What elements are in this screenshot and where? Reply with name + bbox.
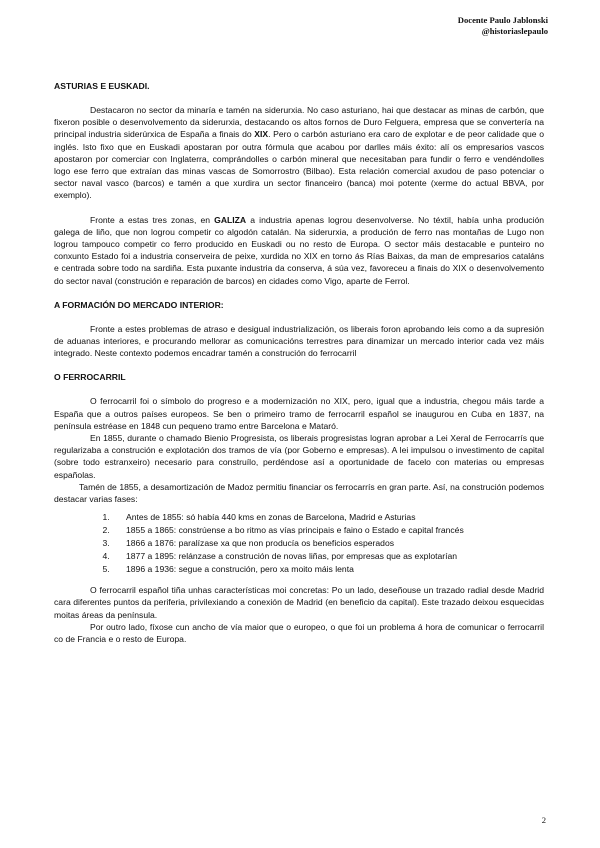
text-run: Destacaron no sector da minaría e tamén na siderurxia. No caso asturiano, hai que destacar as minas de carbón, que fixeron posible o desenvolvemento da siderurxia, destacando os altos fornos de Duro Felguera, empresa que se convertería na principal industria siderúrxica de España a finais do bbox=[54, 105, 544, 140]
list-item: 2. 1855 a 1865: constrúense a bo ritmo as vías principais e faino o Estado e capital francés bbox=[112, 524, 544, 537]
list-item: 4. 1877 a 1895: relánzase a construción de novas liñas, por empresas que as explotarían bbox=[112, 550, 544, 563]
bold-text: XIX bbox=[254, 129, 269, 140]
paragraph-ferrocarril-1: O ferrocarril foi o símbolo do progreso e a modernización no XIX, pero, igual que a industria, chegou máis tarde a España que a outros países europeos. Se ben o primeiro tramo de ferrocarril español se inaugurou en Cuba en 1837, na península estréase en 1848 cun pequeno tramo entre Barcelona e Mataró. bbox=[54, 396, 544, 431]
paragraph-galiza bbox=[54, 214, 544, 287]
section-title-mercado: A FORMACIÓN DO MERCADO INTERIOR: bbox=[54, 299, 224, 310]
paragraph-mercado: Fronte a estes problemas de atraso e desigual industrialización, os liberais foron aprobando leis como a da supresión de aduanas interiores, e procurando mellorar as comunicacións terrestres para dinamizar un mercado interior cada vez máis integrado. Neste contexto podemos encadrar tamén a construción do ferrocarril bbox=[54, 323, 544, 359]
paragraph-ferrocarril-2: En 1855, durante o chamado Bienio Progresista, os liberais progresistas logran aprobar a Lei Xeral de Ferrocarrís que regularizaba a construción e explotación dos tramos de vía (por Goberno e empresas). A lei impulsou o investimento de capital (sobre todo estranxeiro) necesario para construílo, perdéndose así a oportunidade de facelo con materias ou empresas españolas. bbox=[54, 433, 544, 480]
phases-list bbox=[54, 511, 544, 576]
section-title-ferrocarril: O FERROCARRIL bbox=[54, 372, 126, 383]
header-author: Docente Paulo Jablonski bbox=[457, 15, 548, 25]
list-item: 1. Antes de 1855: só había 440 kms en zonas de Barcelona, Madrid e Asturias bbox=[112, 511, 544, 524]
text-run: . Pero o carbón asturiano era caro de explotar e de peor calidade que o inglés. Isto fixo que en Euskadi apostaran por outra fórmula que acabou por darlles máis éxito: alí os empresarios vascos apostaron por comerciar con Inglaterra, comprándolles o carbón mineral que necesitaban para fundir o ferro e vendéndolles logo ese ferro que extraían das minas vascas de Somorrostro (Bilbao). Esta relación comercial axudou de paso potenciar o sector naval vasco (barcos) e tamén a que xurdira un sector financeiro (banca) moi potente (xerme do actual BBVA, por exemplo). bbox=[54, 129, 544, 201]
list-item: 3. 1866 a 1876: paralízase xa que non producía os beneficios esperados bbox=[112, 537, 544, 550]
paragraph-ferrocarril-5: Por outro lado, fíxose cun ancho de vía maior que o europeo, o que foi un problema á hora de comunicar o ferrocarril co de Francia e o resto de Europa. bbox=[54, 621, 544, 645]
paragraph-ferrocarril-4: O ferrocarril español tiña unhas características moi concretas: Po un lado, deseñouse un trazado radial desde Madrid cara diferentes puntos da periferia, privilexiando a conexión de Madrid (en beneficio da capital). Este trazado deixou esquecidas moitas áreas da península. bbox=[54, 585, 544, 620]
header-handle: @historiaslepaulo bbox=[481, 26, 548, 36]
document-body bbox=[54, 80, 544, 645]
paragraph-ferrocarril-3: Tamén de 1855, a desamortización de Madoz permitiu financiar os ferrocarrís en gran parte. Así, na construción podemos destacar varias fases: bbox=[54, 481, 544, 505]
section-title-asturias: ASTURIAS E EUSKADI. bbox=[54, 81, 150, 91]
bold-text: GALIZA bbox=[214, 214, 247, 225]
paragraph-asturias-1 bbox=[54, 104, 544, 202]
text-run: a industria apenas logrou desenvolverse. No téxtil, había unha produción galega de liño, que non logrou competir co algodón catalán. Na siderurxia, a produción de ferro nas montañas de Lugo non logrou tampouco competir co ferro producido en Euskadi ou no resto de Europa. O sector máis destacable e punteiro no conxunto Estado foi a industria conserveira de peixe, xurdida no XIX en torno ás Rías Baixas, da man de empresarios cataláns e centrada sobre todo na sardiña. Esta puxante industria da conserva, á súa vez, favoreceu a finais do XIX o desenvolvemento do sector naval (construción e reparación de barcos) en cidades como Vigo, aparte de Ferrol. bbox=[54, 214, 545, 286]
page-header bbox=[458, 15, 548, 37]
page-number: 2 bbox=[541, 815, 546, 825]
text-run: Fronte a estas tres zonas, en bbox=[90, 214, 215, 225]
list-item: 5. 1896 a 1936: segue a construción, pero xa moito máis lenta bbox=[112, 563, 544, 576]
